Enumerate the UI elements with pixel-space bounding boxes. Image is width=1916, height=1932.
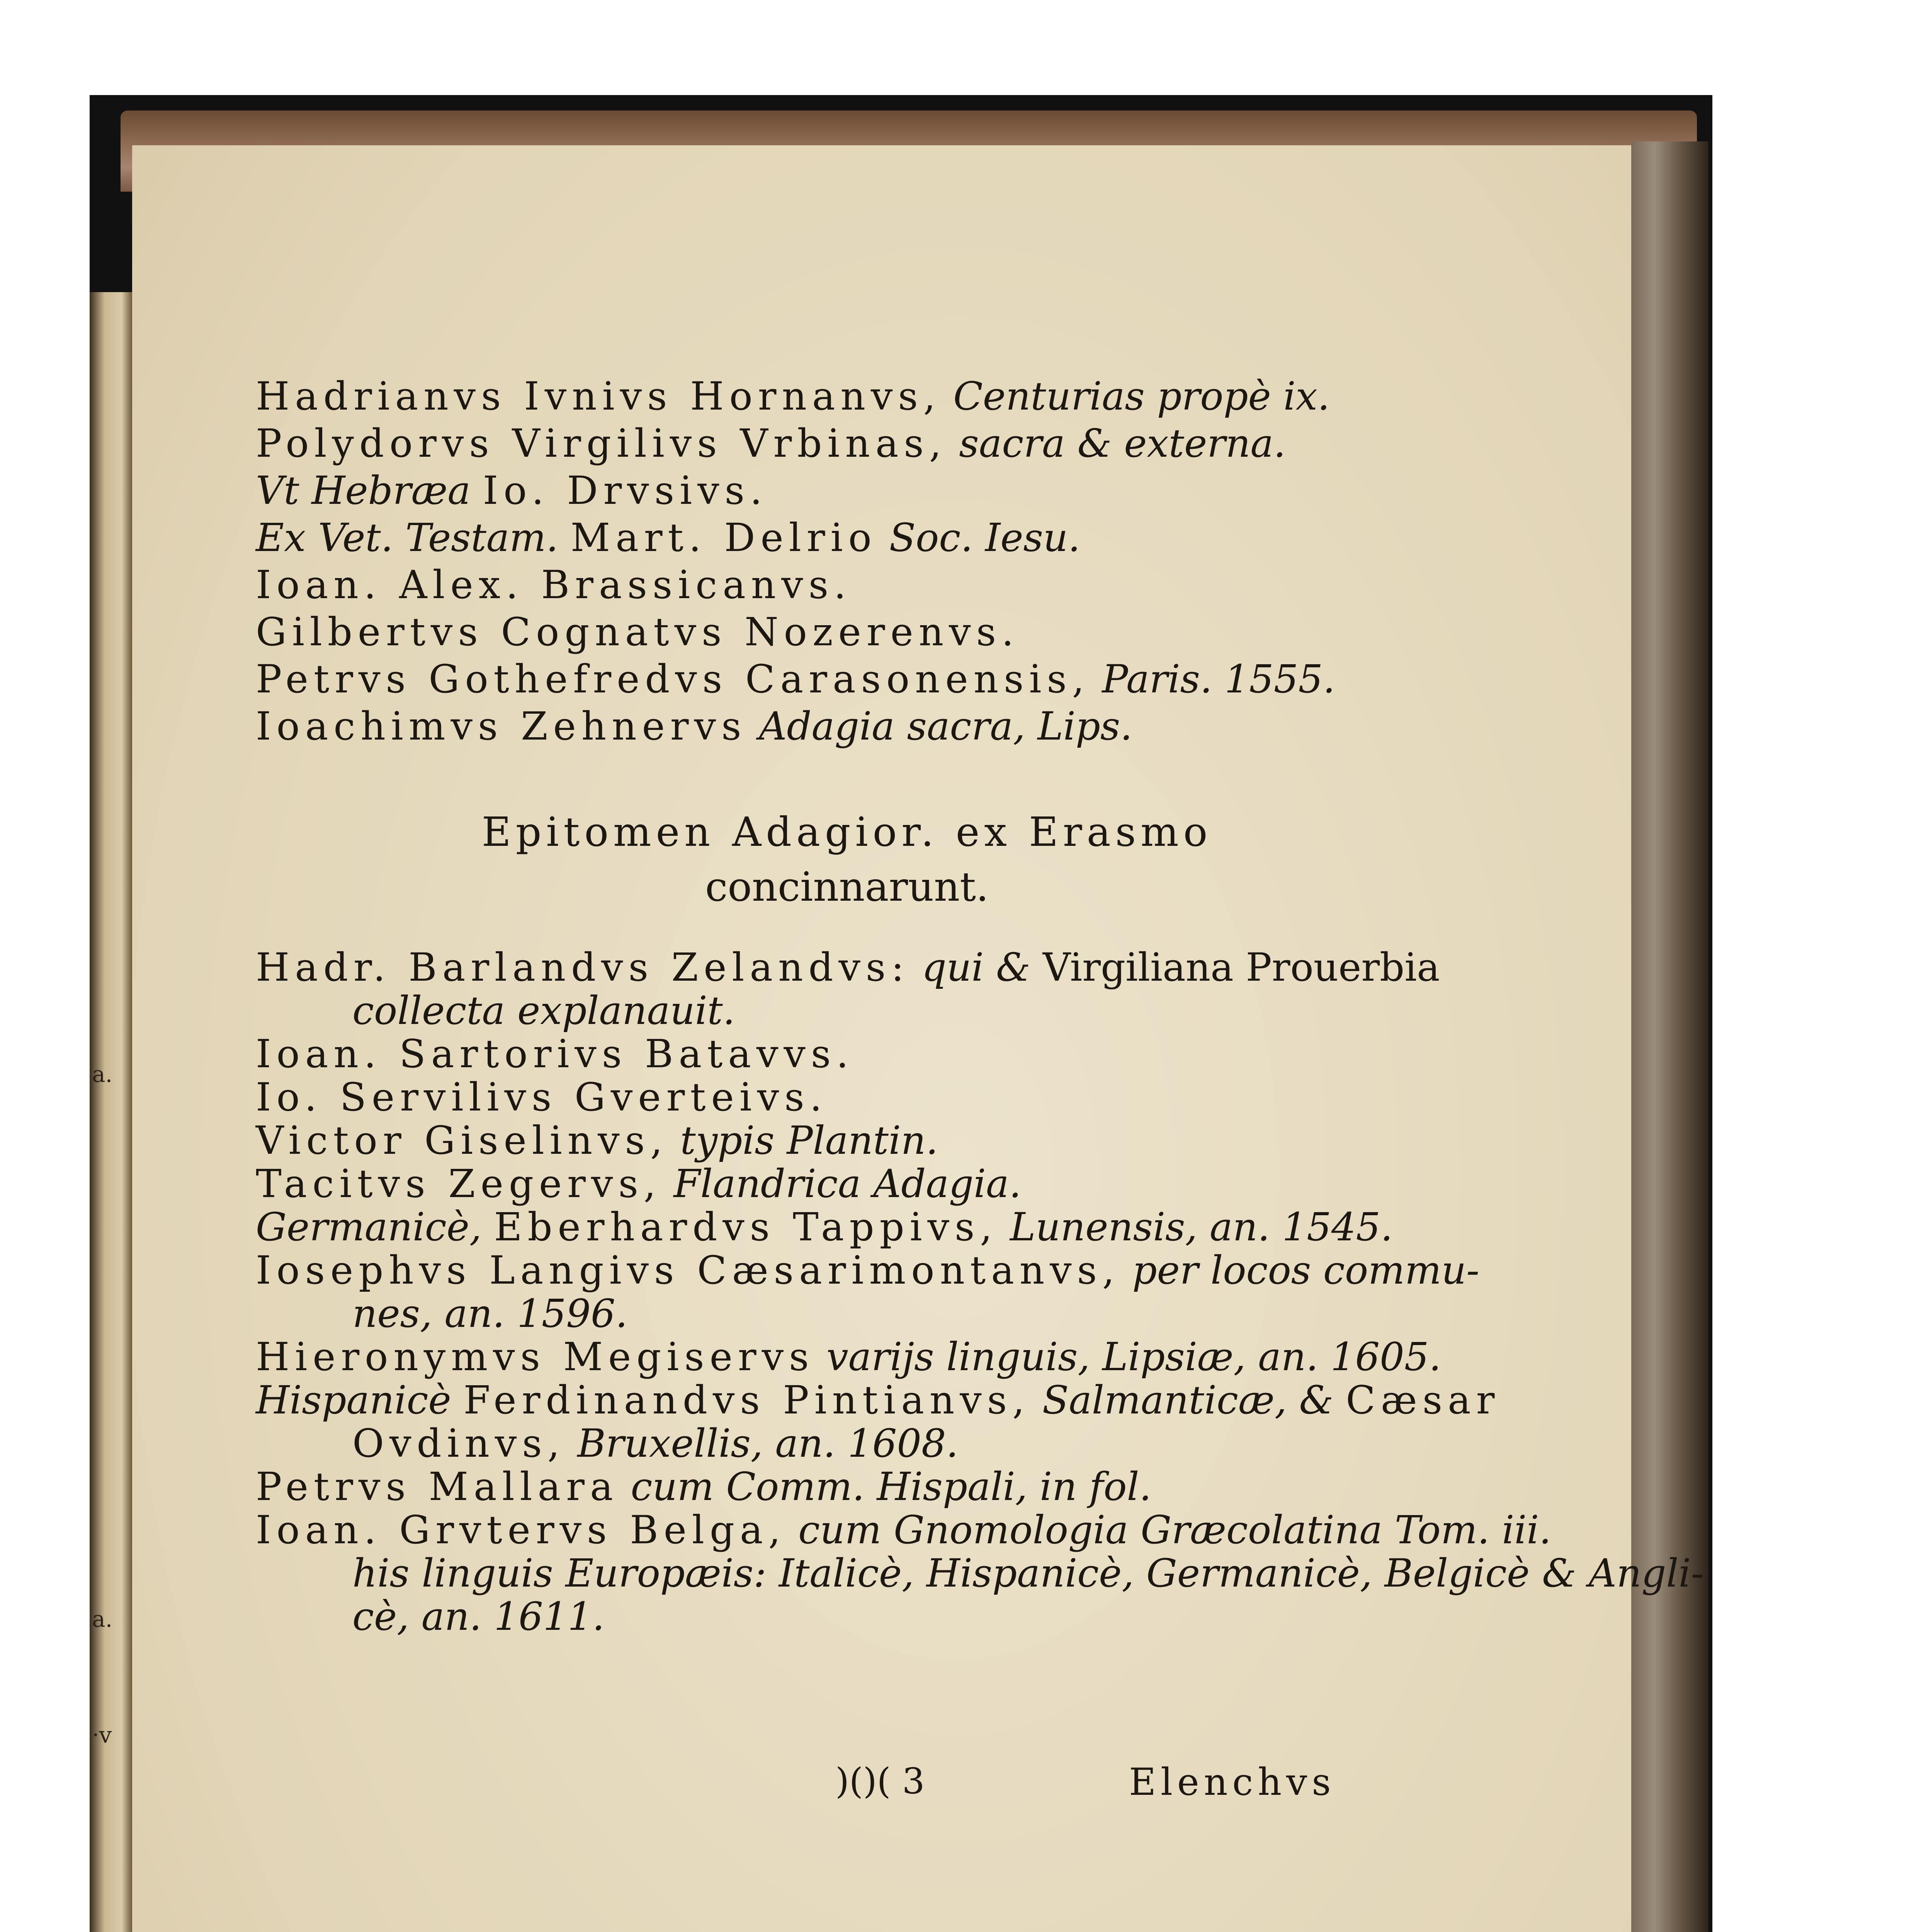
italic-text: Lunensis, an. 1545. [998,1204,1393,1250]
small-caps-text: Victor Giselinvs, [256,1118,668,1163]
text-line [256,1248,1479,1293]
italic-text: nes, an. 1596. [352,1291,628,1336]
text-line [352,988,735,1033]
small-caps-text: Polydorvs Virgilivs Vrbinas, [256,421,947,466]
italic-text: Germanicè, [256,1204,494,1250]
text-line [256,1378,1500,1423]
text-line [256,421,1286,466]
text-line [256,374,1330,419]
italic-text: per locos commu- [1120,1248,1479,1293]
text-line [352,1551,1704,1596]
book-page [132,145,1704,1932]
scan-frame [90,95,1712,1932]
text-line [256,1161,1022,1206]
italic-text: Adagia sacra, Lips. [746,704,1132,749]
italic-text: Flandrica Adagia. [661,1161,1022,1206]
italic-text: Centurias propè ix. [941,374,1330,419]
catchword: Elenchvs [1129,1760,1336,1804]
italic-text: Vt Hebræa [256,468,483,513]
signature-mark: )()( 3 [835,1760,925,1802]
italic-text: collecta explanauit. [352,988,735,1033]
italic-text: sacra & externa. [947,421,1286,466]
text-line [256,1204,1393,1250]
small-caps-text: Hadr. Barlandvs Zelandvs: [256,945,910,990]
small-caps-text: Io. Drvsivs. [483,468,768,513]
text-line [256,1464,1152,1509]
small-caps-text: Gilbertvs Cognatvs Nozerenvs. [256,609,1019,655]
text-line [256,1075,828,1120]
italic-text: Hispanicè [256,1378,464,1423]
italic-text: cum Comm. Hispali, in fol. [618,1464,1152,1509]
text-line [352,1421,959,1466]
margin-mark: a. [92,1061,113,1087]
small-caps-text: Tacitvs Zegervs, [256,1161,661,1206]
italic-text: cum Gnomologia Græcolatina Tom. iii. [786,1507,1551,1553]
text-line [256,562,852,607]
small-caps-text: Ioan. Sartorivs Batavvs. [256,1031,854,1077]
left-page-edge [90,292,132,1932]
italic-text: his linguis Europæis: Italicè, Hispanicè, Germanicè, Belgicè & Angli- [352,1551,1704,1596]
small-caps-text: Ioachimvs Zehnervs [256,704,747,749]
text-line [256,515,1080,560]
italic-text: Soc. Iesu. [877,515,1080,560]
italic-text: Bruxellis, an. 1608. [565,1421,959,1466]
small-caps-text: Mart. Delrio [570,515,877,560]
small-caps-text: Hadrianvs Ivnivs Hornanvs, [256,374,941,419]
italic-text: Paris. 1555. [1090,656,1335,702]
small-caps-text: Hieronymvs Megiservs [256,1334,814,1379]
italic-text: varijs linguis, Lipsiæ, an. 1605. [814,1334,1441,1379]
italic-text: Ex Vet. Testam. [256,515,571,560]
text-line [352,1291,628,1336]
section-subheading: concinnarunt. [705,863,989,910]
text-line [256,468,768,513]
text-line [256,609,1019,655]
text-line [352,1594,605,1639]
text-line [256,1334,1441,1379]
book-fore-edge [1631,141,1709,1932]
italic-text: typis Plantin. [668,1118,938,1163]
italic-text: cè, an. 1611. [352,1594,605,1639]
text-line [256,704,1132,749]
text-line [256,1031,854,1077]
small-caps-text: Io. Servilivs Gverteivs. [256,1075,828,1120]
small-caps-text: Ioan. Alex. Brassicanvs. [256,562,852,607]
text-line [256,945,1440,990]
small-caps-text: Ferdinandvs Pintianvs, [463,1378,1030,1423]
small-caps-text: Eberhardvs Tappivs, [494,1204,998,1250]
small-caps-text: Ovdinvs, [352,1421,565,1466]
text-line [256,1118,938,1163]
margin-mark: a. [92,1606,113,1632]
roman-text: Virgiliana Prouerbia [1030,945,1440,990]
italic-text: qui & [909,945,1030,990]
small-caps-text: Petrvs Gothefredvs Carasonensis, [256,656,1090,702]
italic-text: Salmanticæ, & [1030,1378,1346,1423]
text-line [256,1507,1551,1553]
small-caps-text: Petrvs Mallara [256,1464,619,1509]
small-caps-text: Ioan. Grvtervs Belga, [256,1507,786,1553]
small-caps-text: Cæsar [1346,1378,1500,1423]
section-heading: Epitomen Adagior. ex Erasmo [481,808,1212,855]
text-line [256,656,1335,702]
small-caps-text: Iosephvs Langivs Cæsarimontanvs, [256,1248,1120,1293]
margin-mark: ·v [92,1722,112,1748]
